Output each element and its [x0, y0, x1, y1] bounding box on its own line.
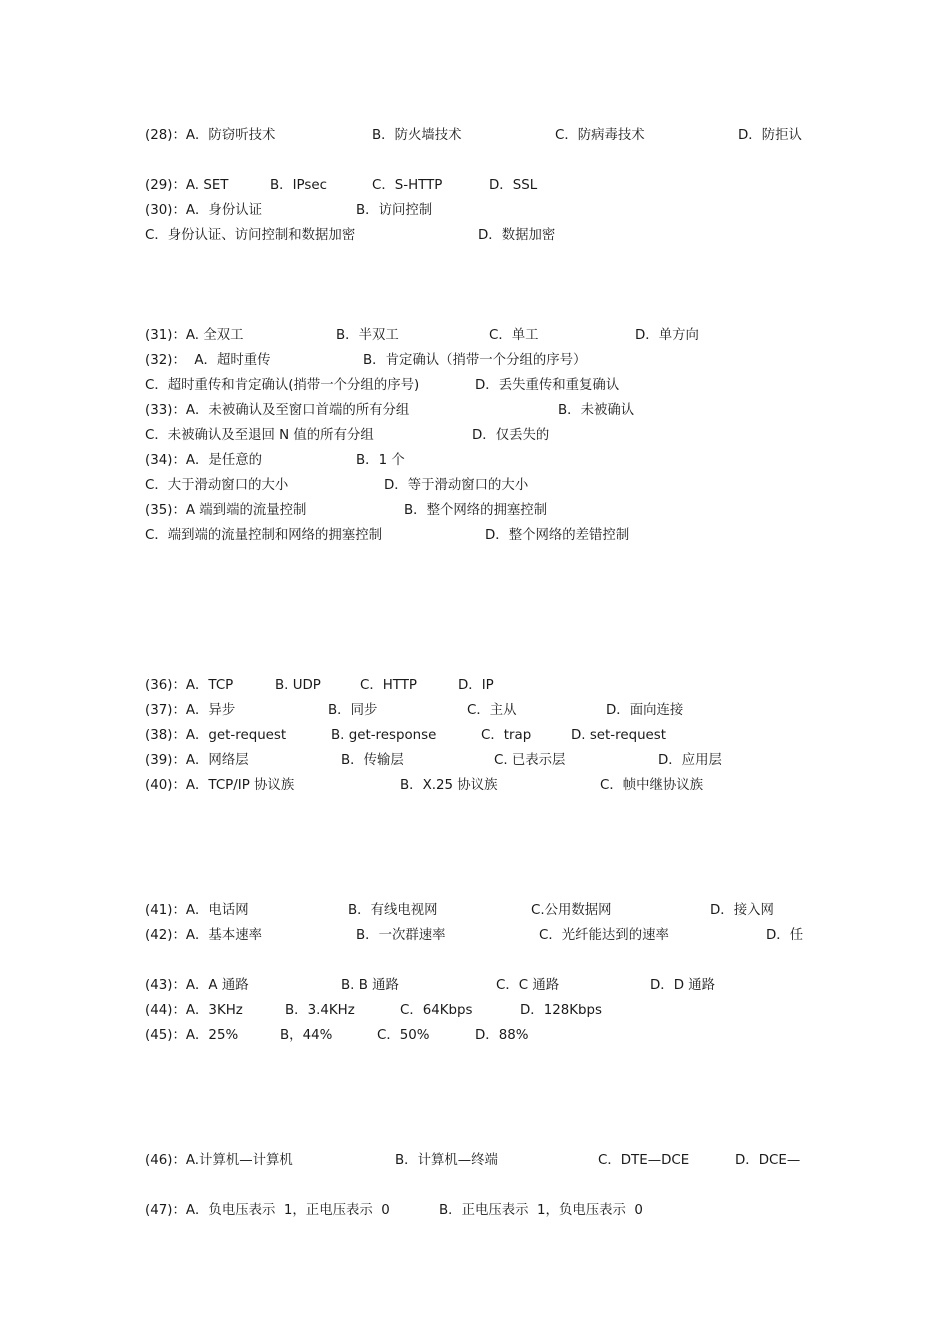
question-35-options-cont: [145, 524, 807, 548]
question-36-options: [145, 674, 807, 698]
option-d: D．D 通路: [650, 978, 716, 993]
question-stem-line: [145, 599, 807, 623]
question-33-options-cont: [145, 424, 807, 448]
option-d: D．应用层: [658, 753, 722, 768]
option-d: D．数据加密: [478, 228, 556, 243]
question-32-options-cont: [145, 374, 807, 398]
question-40-options: [145, 774, 807, 798]
option-d: D．任: [766, 928, 804, 943]
option-d: D．丢失重传和重复确认: [475, 378, 620, 393]
question-46-options: [145, 1149, 807, 1173]
question-38-options: [145, 724, 807, 748]
text-line: [145, 1174, 807, 1198]
question-34-options: [145, 449, 807, 473]
question-35-options: [145, 499, 807, 523]
option-a: (36)：A．TCP: [145, 678, 234, 693]
question-34-options-cont: [145, 474, 807, 498]
option-c: C．帧中继协议族: [600, 778, 704, 793]
question-28-options: [145, 124, 807, 148]
option-c: C．大于滑动窗口的大小: [145, 478, 289, 493]
question-47-options: [145, 1199, 807, 1223]
question-stem-line: [145, 1049, 807, 1073]
option-b: B．未被确认: [558, 403, 635, 418]
question-stem-line: [145, 574, 807, 598]
option-b: B．X.25 协议族: [400, 778, 498, 793]
text-line: [145, 949, 807, 973]
option-a: (29)：A. SET: [145, 178, 229, 193]
option-c: C．S-HTTP: [372, 178, 443, 193]
question-stem-line: [145, 549, 807, 573]
option-b: B．3.4KHz: [285, 1003, 355, 1018]
option-a: (46)：A.计算机—计算机: [145, 1153, 293, 1168]
option-c: C．C 通路: [496, 978, 560, 993]
question-stem-line: [145, 624, 807, 648]
question-stem-line: [145, 274, 807, 298]
option-b: B．同步: [328, 703, 378, 718]
question-stem-line: [145, 824, 807, 848]
option-a: (34)：A．是任意的: [145, 453, 262, 468]
option-a: (30)：A．身份认证: [145, 203, 262, 218]
option-c: C．光纤能达到的速率: [539, 928, 669, 943]
question-stem-line: [145, 299, 807, 323]
option-b: B．肯定确认（捎带一个分组的序号）: [363, 353, 587, 368]
option-b: B．防火墙技术: [372, 128, 462, 143]
option-c: C．DTE—DCE: [598, 1153, 690, 1168]
option-d: D．等于滑动窗口的大小: [384, 478, 529, 493]
question-37-options: [145, 699, 807, 723]
option-a: (39)：A．网络层: [145, 753, 249, 768]
option-c: C．超时重传和肯定确认(捎带一个分组的序号): [145, 378, 420, 393]
question-33-options: [145, 399, 807, 423]
question-stem-line: [145, 1099, 807, 1123]
option-d: D．面向连接: [606, 703, 684, 718]
question-stem-line: [145, 649, 807, 673]
option-c: C．未被确认及至退回 N 值的所有分组: [145, 428, 374, 443]
option-a: (35)：A 端到端的流量控制: [145, 503, 307, 518]
question-stem-line: [145, 1124, 807, 1148]
option-a: (32)： A．超时重传: [145, 353, 271, 368]
option-a: (45)：A．25%: [145, 1028, 239, 1043]
option-c: C．HTTP: [360, 678, 418, 693]
option-b: B．计算机—终端: [395, 1153, 498, 1168]
question-30-options: [145, 199, 807, 223]
option-b: B．半双工: [336, 328, 399, 343]
option-c: C．主从: [467, 703, 517, 718]
option-b: B. get-response: [331, 728, 437, 743]
question-stem-line: [145, 874, 807, 898]
option-a: (47)：A．负电压表示 1，正电压表示 0: [145, 1203, 390, 1218]
question-29-options: [145, 174, 807, 198]
question-44-options: [145, 999, 807, 1023]
option-c: C．单工: [489, 328, 539, 343]
option-c: C. 已表示层: [494, 753, 566, 768]
option-a: (38)：A．get-request: [145, 728, 287, 743]
option-d: D．IP: [458, 678, 494, 693]
question-43-options: [145, 974, 807, 998]
question-39-options: [145, 749, 807, 773]
option-a: (44)：A．3KHz: [145, 1003, 243, 1018]
option-c: C．端到端的流量控制和网络的拥塞控制: [145, 528, 382, 543]
question-30-options-cont: [145, 224, 807, 248]
text-line: [145, 149, 807, 173]
option-b: B．1 个: [356, 453, 405, 468]
question-stem-line: [145, 1074, 807, 1098]
option-d: D．接入网: [710, 903, 774, 918]
option-a: (43)：A．A 通路: [145, 978, 249, 993]
question-31-options: [145, 324, 807, 348]
option-c: C．50%: [377, 1028, 430, 1043]
option-c: C．身份认证、访问控制和数据加密: [145, 228, 356, 243]
option-b: B. UDP: [275, 678, 321, 693]
option-a: (42)：A．基本速率: [145, 928, 262, 943]
option-d: D．防拒认: [738, 128, 802, 143]
option-a: (31)：A. 全双工: [145, 328, 244, 343]
option-a: (37)：A．异步: [145, 703, 236, 718]
question-stem-line: [145, 849, 807, 873]
option-d: D. set-request: [571, 728, 667, 743]
option-b: B．访问控制: [356, 203, 433, 218]
question-41-options: [145, 899, 807, 923]
option-a: (28)：A．防窃听技术: [145, 128, 276, 143]
option-c: C．防病毒技术: [555, 128, 645, 143]
option-d: D．DCE—: [735, 1153, 801, 1168]
option-b: B．正电压表示 1，负电压表示 0: [439, 1203, 643, 1218]
question-42-options: [145, 924, 807, 948]
text-line: [145, 799, 807, 823]
option-d: D．仅丢失的: [472, 428, 550, 443]
option-a: (40)：A．TCP/IP 协议族: [145, 778, 295, 793]
option-a: (41)：A．电话网: [145, 903, 249, 918]
option-c: C．64Kbps: [400, 1003, 473, 1018]
option-b: B．一次群速率: [356, 928, 446, 943]
option-b: B．有线电视网: [348, 903, 438, 918]
option-b: B．整个网络的拥塞控制: [404, 503, 548, 518]
question-45-options: [145, 1024, 807, 1048]
option-b: B．IPsec: [270, 178, 327, 193]
question-stem-line: [145, 249, 807, 273]
option-d: D．128Kbps: [520, 1003, 603, 1018]
option-a: (33)：A．未被确认及至窗口首端的所有分组: [145, 403, 410, 418]
option-d: D．SSL: [489, 178, 538, 193]
option-b: B. B 通路: [341, 978, 399, 993]
option-d: D．整个网络的差错控制: [485, 528, 630, 543]
option-d: D．单方向: [635, 328, 699, 343]
option-c: C.公用数据网: [531, 903, 612, 918]
option-c: C．trap: [481, 728, 532, 743]
option-b: B，44%: [280, 1028, 333, 1043]
option-d: D．88%: [475, 1028, 529, 1043]
question-32-options: [145, 349, 807, 373]
option-b: B．传输层: [341, 753, 404, 768]
